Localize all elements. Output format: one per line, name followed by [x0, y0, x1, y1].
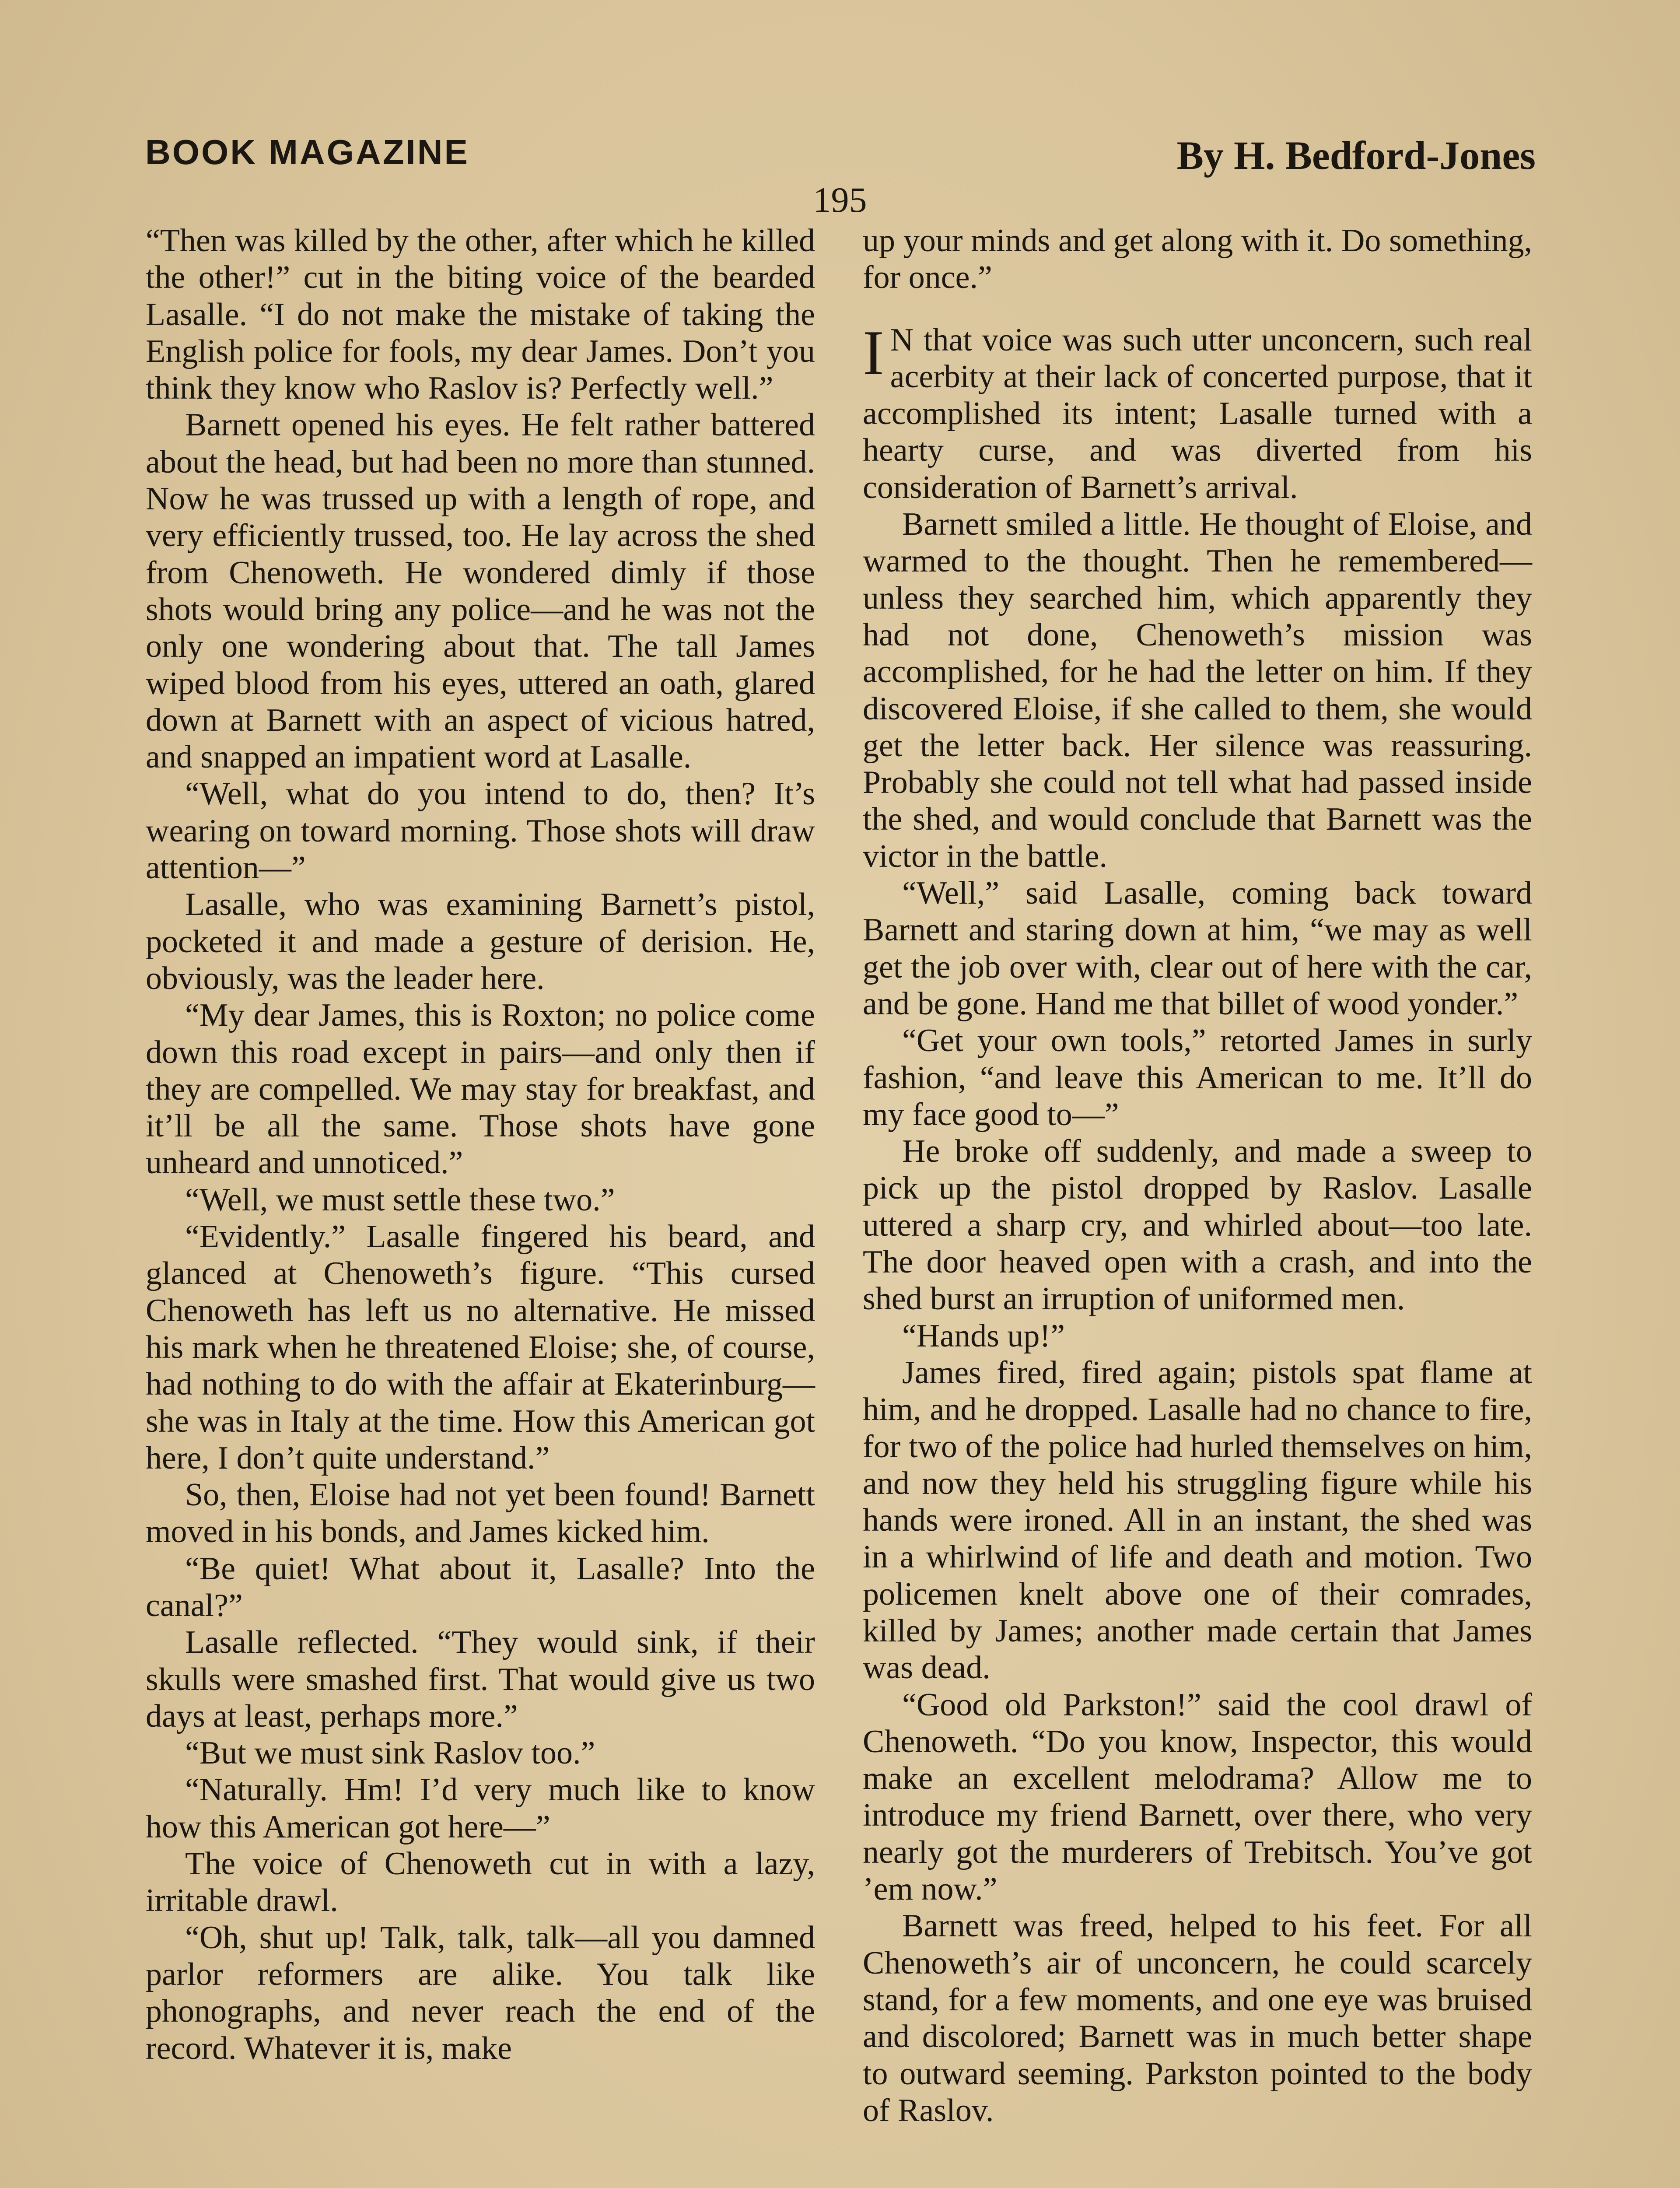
- paragraph: “Get your own tools,” retorted James in surly fashion, “and leave this American to me. It’ll do my face good to—”: [863, 1023, 1532, 1133]
- paragraph: “Oh, shut up! Talk, talk, talk—all you damned parlor reformers are alike. You talk like phonographs, and never reach the end of the record. Whatever it is, make: [146, 1919, 815, 2066]
- paragraph: “But we must sink Raslov too.”: [185, 1735, 595, 1771]
- paragraph: “Hands up!”: [902, 1318, 1065, 1354]
- paragraph: “Well,” said Lasalle, coming back toward Barnett and staring down at him, “we may as well get the job over with, clear out of here with the car, and be gone. Hand me that billet of wood yonder.”: [863, 875, 1532, 1022]
- magazine-title: BOOK MAGAZINE: [145, 133, 469, 172]
- paragraph: “Be quiet! What about it, Lasalle? Into the canal?”: [146, 1550, 815, 1623]
- right-column: [863, 222, 1532, 2129]
- drop-cap-paragraph-text: N that voice was such utter unconcern, such real acerbity at their lack of concerted purpose, that it accomplished its intent; Lasalle turned with a hearty curse, and was diverted from his consideration of Barnett’s arrival.: [863, 322, 1532, 505]
- drop-cap: I: [863, 317, 884, 388]
- paragraph: “My dear James, this is Roxton; no police come down this road except in pairs—and only then if they are compelled. We may stay for breakfast, and it’ll be all the same. Those shots have gone unheard and unnoticed.”: [146, 997, 815, 1181]
- paragraph: “Well, what do you intend to do, then? It’s wearing on toward morning. Those shots will draw attention—”: [146, 776, 815, 886]
- author-byline: By H. Bedford-Jones: [1176, 133, 1536, 178]
- paragraph: So, then, Eloise had not yet been found! Barnett moved in his bonds, and James kicked him.: [146, 1477, 815, 1550]
- paragraph: Barnett smiled a little. He thought of Eloise, and warmed to the thought. Then he remembered—unless they searched him, which apparently they had not done, Chenoweth’s mission was accomplished, for he had the letter on him. If they discovered Eloise, if she called to them, she would get the letter back. Her silence was reassuring. Probably she could not tell what had passed inside the shed, and would conclude that Barnett was the victor in the battle.: [863, 506, 1532, 874]
- paragraph: “Well, we must settle these two.”: [185, 1182, 615, 1218]
- section-opening-paragraph: [863, 317, 1532, 506]
- page-number: 195: [813, 180, 867, 220]
- paragraph: Lasalle reflected. “They would sink, if their skulls were smashed first. That would give us two days at least, perhaps more.”: [146, 1624, 815, 1734]
- paragraph: “Then was killed by the other, after which he killed the other!” cut in the biting voice of the bearded Lasalle. “I do not make the mistake of taking the English police for fools, my dear James. Don’t you think they know who Raslov is? Perfectly well.”: [146, 223, 815, 407]
- paragraph: Lasalle, who was examining Barnett’s pistol, pocketed it and made a gesture of derision. He, obviously, was the leader here.: [146, 887, 815, 996]
- paragraph: Barnett was freed, helped to his feet. For all Chenoweth’s air of unconcern, he could scarcely stand, for a few moments, and one eye was bruised and discolored; Barnett was in much better shape to outward seeming. Parkston pointed to the body of Raslov.: [863, 1908, 1532, 2128]
- paragraph: He broke off suddenly, and made a sweep to pick up the pistol dropped by Raslov. Lasalle uttered a sharp cry, and whirled about—too late. The door heaved open with a crash, and into the shed burst an irruption of uniformed men.: [863, 1133, 1532, 1317]
- continuation-paragraph: up your minds and get along with it. Do something, for once.”: [863, 223, 1532, 296]
- left-column: [146, 222, 815, 2067]
- paragraph: Barnett opened his eyes. He felt rather battered about the head, but had been no more than stunned. Now he was trussed up with a length of rope, and very efficiently trussed, too. He lay across the shed from Chenoweth. He wondered dimly if those shots would bring any police—and he was not the only one wondering about that. The tall James wiped blood from his eyes, uttered an oath, glared down at Barnett with an aspect of vicious hatred, and snapped an impatient word at Lasalle.: [146, 407, 815, 775]
- paragraph: “Evidently.” Lasalle fingered his beard, and glanced at Chenoweth’s figure. “This cursed Chenoweth has left us no alternative. He missed his mark when he threatened Eloise; she, of course, had nothing to do with the affair at Ekaterinburg—she was in Italy at the time. How this American got here, I don’t quite understand.”: [146, 1219, 815, 1476]
- paragraph: “Naturally. Hm! I’d very much like to know how this American got here—”: [146, 1772, 815, 1845]
- paragraph: “Good old Parkston!” said the cool drawl of Chenoweth. “Do you know, Inspector, this would make an excellent melodrama? Allow me to introduce my friend Barnett, over there, who very nearly got the murderers of Trebitsch. You’ve got ’em now.”: [863, 1687, 1532, 1907]
- paragraph: James fired, fired again; pistols spat flame at him, and he dropped. Lasalle had no chance to fire, for two of the police had hurled themselves on him, and now they held his struggling figure while his hands were ironed. All in an instant, the shed was in a whirlwind of life and death and motion. Two policemen knelt above one of their comrades, killed by James; another made certain that James was dead.: [863, 1354, 1532, 1686]
- paragraph: The voice of Chenoweth cut in with a lazy, irritable drawl.: [146, 1846, 815, 1919]
